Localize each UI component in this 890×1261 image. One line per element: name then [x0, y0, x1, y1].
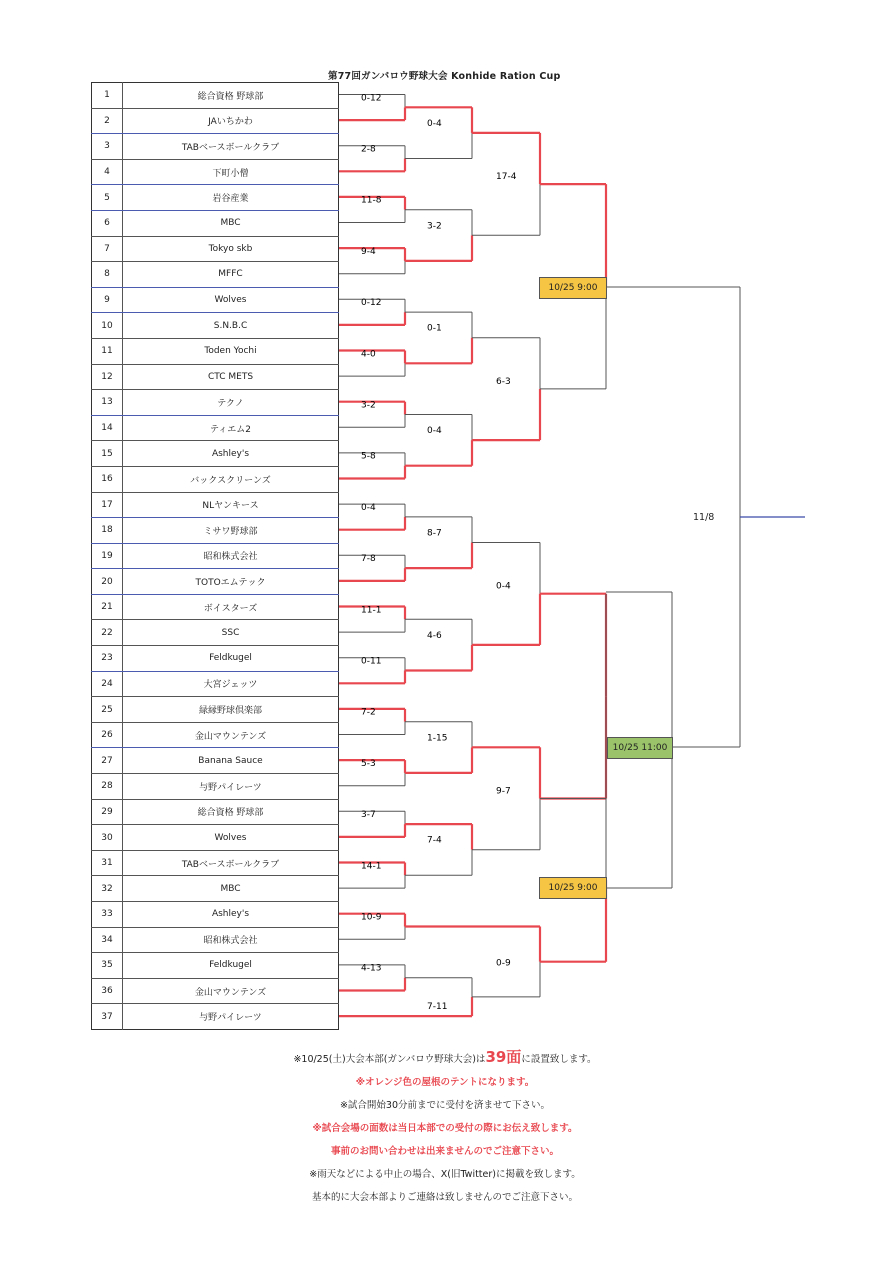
round1-score: 7-11: [427, 1001, 448, 1012]
team-number: 7: [92, 236, 123, 262]
round3-score: 6-3: [496, 376, 511, 387]
team-number: 12: [92, 364, 123, 390]
team-number: 35: [92, 953, 123, 979]
team-name: 昭和株式会社: [123, 927, 339, 953]
team-number: 37: [92, 1004, 123, 1030]
round1-score: 0-12: [361, 298, 382, 309]
team-name: ミサワ野球部: [123, 518, 339, 544]
team-name: Banana Sauce: [123, 748, 339, 774]
team-number: 11: [92, 338, 123, 364]
round3-score: 0-9: [496, 958, 511, 969]
note-line-1: ※10/25(土)大会本部(ガンバロウ野球大会)は39面に設置致します。: [293, 1048, 597, 1066]
team-name: TABベースボールクラブ: [123, 850, 339, 876]
team-number: 1: [92, 83, 123, 109]
team-name: ボイスターズ: [123, 594, 339, 620]
team-name: Wolves: [123, 287, 339, 313]
team-name: Wolves: [123, 825, 339, 851]
team-name: 総合資格 野球部: [123, 799, 339, 825]
round1-score: 0-12: [361, 93, 382, 104]
round1-score: 11-1: [361, 605, 382, 616]
team-number: 25: [92, 697, 123, 723]
team-name: 金山マウンテンズ: [123, 722, 339, 748]
team-name: Tokyo skb: [123, 236, 339, 262]
round1-score: 11-8: [361, 195, 382, 206]
round3-score: 0-4: [496, 581, 511, 592]
team-name: 金山マウンテンズ: [123, 978, 339, 1004]
team-name: MBC: [123, 876, 339, 902]
team-number: 4: [92, 159, 123, 185]
team-number: 28: [92, 774, 123, 800]
team-number: 2: [92, 108, 123, 134]
team-number: 26: [92, 722, 123, 748]
team-number: 24: [92, 671, 123, 697]
round1-score: 9-4: [361, 246, 376, 257]
note-line-6: ※雨天などによる中止の場合、X(旧Twitter)に掲載を致します。: [309, 1169, 581, 1180]
team-name: NLヤンキース: [123, 492, 339, 518]
round1-score: 2-8: [361, 144, 376, 155]
note-line-2: ※オレンジ色の屋根のテントになります。: [355, 1077, 535, 1088]
round2-score: 3-2: [427, 221, 442, 232]
round1-score: 7-8: [361, 554, 376, 565]
round1-score: 7-2: [361, 707, 376, 718]
round1-score: 3-7: [361, 810, 376, 821]
team-number: 19: [92, 543, 123, 569]
team-name: Toden Yochi: [123, 338, 339, 364]
notes: [0, 1046, 890, 1209]
team-name: S.N.B.C: [123, 313, 339, 339]
team-number: 3: [92, 134, 123, 160]
round2-score: 8-7: [427, 528, 442, 539]
team-number: 34: [92, 927, 123, 953]
team-name: Ashley's: [123, 441, 339, 467]
round1-score: 5-8: [361, 451, 376, 462]
team-number: 27: [92, 748, 123, 774]
round1-score: 0-4: [361, 502, 376, 513]
team-number: 20: [92, 569, 123, 595]
round1-score: 14-1: [361, 861, 382, 872]
team-name: TOTOエムテック: [123, 569, 339, 595]
note-line-5: 事前のお問い合わせは出来ませんのでご注意下さい。: [330, 1146, 559, 1157]
team-number: 29: [92, 799, 123, 825]
team-name: 昭和株式会社: [123, 543, 339, 569]
team-number: 6: [92, 210, 123, 236]
team-number: 15: [92, 441, 123, 467]
team-name: Feldkugel: [123, 646, 339, 672]
team-name: バックスクリーンズ: [123, 466, 339, 492]
team-number: 31: [92, 850, 123, 876]
round1-score: 5-3: [361, 758, 376, 769]
round2-score: 7-4: [427, 835, 442, 846]
note-line-4: ※試合会場の面数は当日本部での受付の際にお伝え致します。: [312, 1123, 578, 1134]
team-name: SSC: [123, 620, 339, 646]
team-name: JAいちかわ: [123, 108, 339, 134]
team-number: 14: [92, 415, 123, 441]
round3-score: 17-4: [496, 172, 517, 183]
team-name: MBC: [123, 210, 339, 236]
team-name: 与野パイレーツ: [199, 1013, 262, 1024]
round2-score: 0-1: [427, 323, 442, 334]
team-name: ティエム2: [123, 415, 339, 441]
note-line-7: 基本的に大会本部よりご連絡は致しませんのでご注意下さい。: [311, 1192, 578, 1203]
final-date: 11/8: [693, 512, 715, 523]
round1-score: 4-0: [361, 349, 376, 360]
round2-score: 0-4: [427, 118, 442, 129]
team-name: TABベースボールクラブ: [123, 134, 339, 160]
team-name: 総合資格 野球部: [123, 83, 339, 109]
tournament-title: 第77回ガンバロウ野球大会 Konhide Ration Cup: [328, 71, 561, 82]
team-name: 下町小僧: [123, 159, 339, 185]
round1-score: 0-11: [361, 656, 382, 667]
round1-score: 3-2: [361, 400, 376, 411]
round3-score: 9-7: [496, 786, 511, 797]
team-number: 36: [92, 978, 123, 1004]
team-number: 18: [92, 518, 123, 544]
team-number: 13: [92, 390, 123, 416]
team-name: CTC METS: [123, 364, 339, 390]
semifinal-bottom-date: 10/25 9:00: [539, 877, 607, 899]
team-number: 21: [92, 594, 123, 620]
round2-score: 1-15: [427, 733, 448, 744]
team-number: 23: [92, 646, 123, 672]
team-name: 緑縁野球倶楽部: [123, 697, 339, 723]
team-number: 5: [92, 185, 123, 211]
team-number: 9: [92, 287, 123, 313]
note-line-3: ※試合開始30分前までに受付を済ませて下さい。: [339, 1100, 551, 1111]
team-name: Feldkugel: [123, 953, 339, 979]
team-number: 33: [92, 902, 123, 928]
team-number: 8: [92, 262, 123, 288]
team-name: 大宮ジェッツ: [123, 671, 339, 697]
team-number: 32: [92, 876, 123, 902]
team-number: 17: [92, 492, 123, 518]
round1-score: 10-9: [361, 912, 382, 923]
round1-score: 4-13: [361, 963, 382, 974]
team-name: 与野パイレーツ: [123, 774, 339, 800]
team-number: 30: [92, 825, 123, 851]
team-number: 16: [92, 466, 123, 492]
round2-score: 4-6: [427, 630, 442, 641]
second-round-date: 10/25 11:00: [607, 737, 673, 759]
team-name: Ashley's: [123, 902, 339, 928]
team-name: テクノ: [123, 390, 339, 416]
team-name: 岩谷産業: [123, 185, 339, 211]
round2-score: 0-4: [427, 426, 442, 437]
team-number: 22: [92, 620, 123, 646]
team-number: 10: [92, 313, 123, 339]
semifinal-top-date: 10/25 9:00: [539, 277, 607, 299]
team-name: MFFC: [123, 262, 339, 288]
